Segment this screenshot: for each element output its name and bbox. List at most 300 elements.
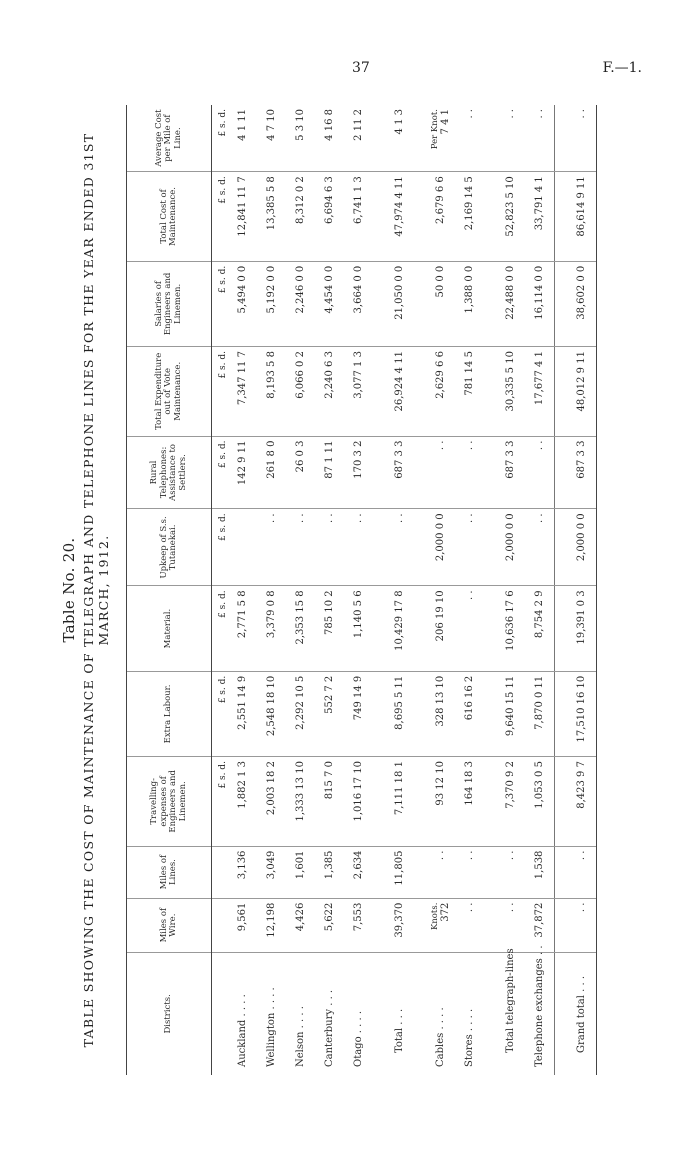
value-cell — [286, 846, 315, 898]
spacer-cell — [373, 846, 385, 898]
spacer-cell — [414, 586, 426, 671]
cell-text: 4 7 10 — [266, 109, 277, 141]
value-cell — [567, 671, 597, 756]
table-row — [344, 105, 373, 1075]
value-cell — [344, 261, 373, 346]
value-cell — [567, 172, 597, 262]
value-cell — [525, 586, 555, 671]
spacer-cell — [414, 436, 426, 509]
cell-text: 52,823 5 10 — [505, 176, 516, 237]
cell-text: 2,548 18 10 — [266, 675, 277, 737]
cell-text: 2,771 5 8 — [237, 590, 248, 639]
value-cell — [455, 105, 484, 172]
spacer-cell — [373, 586, 385, 671]
value-cell — [257, 172, 286, 262]
value-cell — [385, 347, 414, 437]
cell-text: . . — [266, 513, 277, 523]
spacer-cell — [484, 898, 496, 952]
cell-text: 2,353 15 8 — [295, 590, 306, 645]
spacer-cell — [555, 586, 568, 671]
value-cell — [315, 509, 344, 586]
table-header-row — [127, 105, 212, 1075]
district-cell — [567, 952, 597, 1075]
value-cell — [426, 436, 455, 509]
spacer-cell — [484, 105, 496, 172]
value-cell — [567, 509, 597, 586]
cell-text: 26,924 4 11 — [394, 351, 405, 412]
spacer-cell — [373, 757, 385, 847]
value-cell — [344, 105, 373, 172]
cell-text: 7,347 11 7 — [237, 351, 248, 406]
cell-text: 3,077 1 3 — [353, 351, 364, 399]
cell-text: 3,049 — [266, 850, 277, 880]
value-cell — [525, 436, 555, 509]
units-row — [212, 105, 229, 1075]
value-cell — [344, 347, 373, 437]
district-cell — [385, 952, 414, 1075]
value-cell — [286, 105, 315, 172]
spacer-cell — [373, 898, 385, 952]
column-header: Miles of Lines. — [127, 846, 212, 898]
cell-text: 48,012 9 11 — [576, 351, 587, 412]
cell-text: 86,614 9 11 — [576, 176, 587, 237]
units-cell: £ s. d. — [212, 172, 229, 262]
value-cell — [525, 757, 555, 847]
cell-text: 26 0 3 — [295, 440, 306, 473]
value-cell — [286, 172, 315, 262]
spacer-cell — [555, 509, 568, 586]
cell-text: Wellington . . . . — [266, 987, 277, 1067]
cell-text: 781 14 5 — [464, 351, 475, 396]
cell-text: 749 14 9 — [353, 675, 364, 721]
value-cell — [228, 261, 257, 346]
cell-text: Auckland . . . . — [237, 994, 248, 1067]
cell-text: 19,391 0 3 — [576, 590, 587, 645]
value-cell — [286, 586, 315, 671]
value-cell — [496, 172, 525, 262]
spacer-cell — [373, 347, 385, 437]
page-reference: F.—1. — [602, 60, 642, 76]
cell-text: . . — [576, 109, 587, 119]
spacer-cell — [373, 952, 385, 1075]
cell-text: 687 3 3 — [394, 440, 405, 479]
spacer-cell — [373, 172, 385, 262]
table-row — [567, 105, 597, 1075]
cell-text: 50 0 0 — [435, 265, 446, 298]
cell-text: 8,423 9 7 — [576, 761, 587, 809]
cell-text: 39,370 — [394, 902, 405, 938]
value-cell — [496, 105, 525, 172]
spacer-cell — [555, 846, 568, 898]
spacer-cell — [484, 436, 496, 509]
cell-text: . . — [464, 440, 475, 451]
value-cell — [567, 105, 597, 172]
cell-text: 785 10 2 — [324, 590, 335, 635]
cell-text: 8,695 5 11 — [394, 675, 405, 730]
value-cell — [228, 671, 257, 756]
value-cell — [496, 261, 525, 346]
cell-text: 2,246 0 0 — [295, 265, 306, 314]
cell-text: 37,872 — [534, 902, 545, 938]
value-cell — [496, 898, 525, 952]
value-cell — [385, 436, 414, 509]
value-cell — [426, 898, 455, 952]
units-cell: £ s. d. — [212, 671, 229, 756]
cell-text: . . — [464, 513, 475, 523]
column-header: Average Cost per Mile of Line. — [127, 105, 212, 172]
cell-text: . . — [464, 590, 475, 600]
value-cell — [426, 347, 455, 437]
cell-text: 1,016 17 10 — [353, 761, 364, 822]
cell-text: 1,882 1 3 — [237, 761, 248, 809]
spacer-cell — [373, 261, 385, 346]
units-cell: £ s. d. — [212, 105, 229, 172]
spacer-cell — [484, 586, 496, 671]
cell-text: 11,805 — [394, 850, 405, 886]
value-cell — [426, 172, 455, 262]
column-header: Travelling-expenses of Engineers and Linemen. — [127, 757, 212, 847]
spacer-cell — [484, 509, 496, 586]
unit-note: Knots. — [429, 902, 440, 931]
value-cell — [228, 509, 257, 586]
cell-text: 12,841 11 7 — [237, 176, 248, 237]
cell-text: 47,974 4 11 — [394, 176, 405, 237]
rotated-table-container — [60, 105, 660, 1075]
cell-text: Cables . . . . — [435, 1007, 446, 1067]
value-cell — [496, 846, 525, 898]
district-cell — [455, 952, 484, 1075]
cell-text: Stores . . . . — [464, 1008, 475, 1067]
spacer-cell — [484, 846, 496, 898]
table-row — [426, 105, 455, 1075]
value-cell — [426, 509, 455, 586]
column-header: Upkeep of S.s. Tutanekai. — [127, 509, 212, 586]
cell-text: 1,333 13 10 — [295, 761, 306, 822]
cell-text: 1,053 0 5 — [534, 761, 545, 809]
cell-text: 22,488 0 0 — [505, 265, 516, 320]
units-cell: £ s. d. — [212, 586, 229, 671]
cell-text: . . — [324, 513, 335, 523]
value-cell — [344, 671, 373, 756]
cell-text: . . — [534, 109, 545, 119]
spacer-cell — [555, 105, 568, 172]
spacer-row — [414, 105, 426, 1075]
value-cell — [315, 898, 344, 952]
cell-text: 1,538 — [534, 850, 545, 880]
table-row — [455, 105, 484, 1075]
cell-text: 93 12 10 — [435, 761, 446, 806]
cell-text: 30,335 5 10 — [505, 351, 516, 412]
value-cell — [344, 586, 373, 671]
district-cell — [228, 952, 257, 1075]
spacer-cell — [414, 172, 426, 262]
value-cell — [257, 261, 286, 346]
spacer-row — [484, 105, 496, 1075]
cell-text: 7,370 9 2 — [505, 761, 516, 809]
units-cell — [212, 952, 229, 1075]
value-cell — [525, 347, 555, 437]
value-cell — [525, 172, 555, 262]
value-cell — [315, 846, 344, 898]
value-cell — [315, 757, 344, 847]
cell-text: 164 18 3 — [464, 761, 475, 806]
spacer-cell — [373, 671, 385, 756]
value-cell — [315, 436, 344, 509]
value-cell — [426, 671, 455, 756]
value-cell — [385, 509, 414, 586]
value-cell — [426, 757, 455, 847]
cell-text: 33,791 4 1 — [534, 176, 545, 231]
cell-text: 4,426 — [295, 902, 306, 932]
cell-text: 2,169 14 5 — [464, 176, 475, 231]
spacer-cell — [484, 671, 496, 756]
spacer-cell — [414, 898, 426, 952]
cell-text: 2,000 0 0 — [505, 513, 516, 562]
value-cell — [455, 509, 484, 586]
value-cell — [567, 898, 597, 952]
value-cell — [286, 898, 315, 952]
value-cell — [455, 347, 484, 437]
cell-text: 16,114 0 0 — [534, 265, 545, 320]
cell-text: 2,551 14 9 — [237, 675, 248, 730]
value-cell — [257, 105, 286, 172]
value-cell — [257, 586, 286, 671]
cell-text: 2,679 6 6 — [435, 176, 446, 224]
value-cell — [525, 105, 555, 172]
units-cell: £ s. d. — [212, 436, 229, 509]
value-cell — [257, 671, 286, 756]
spacer-cell — [373, 436, 385, 509]
table-row — [496, 105, 525, 1075]
spacer-cell — [484, 952, 496, 1075]
cell-text: 687 3 3 — [576, 440, 587, 479]
value-cell — [567, 347, 597, 437]
spacer-row — [373, 105, 385, 1075]
spacer-cell — [555, 757, 568, 847]
cell-text: Grand total . . . — [576, 975, 587, 1053]
value-cell — [228, 898, 257, 952]
cell-text: 4 1 11 — [237, 109, 248, 141]
cell-text: 1,140 5 6 — [353, 590, 364, 639]
value-cell — [455, 898, 484, 952]
value-cell — [344, 509, 373, 586]
spacer-cell — [484, 261, 496, 346]
table-row — [525, 105, 555, 1075]
value-cell — [344, 172, 373, 262]
cell-text: 5,192 0 0 — [266, 265, 277, 314]
value-cell — [257, 898, 286, 952]
table-title: TABLE SHOWING THE COST OF MAINTENANCE OF TELEGRAPH AND TELEPHONE LINES FOR THE YEAR ENDED 31ST MARCH, 1912. — [81, 132, 111, 1048]
spacer-cell — [414, 846, 426, 898]
column-header: Material. — [127, 586, 212, 671]
cell-text: . . — [534, 440, 545, 451]
table-body — [212, 105, 597, 1075]
table-number: Table No. 20. — [60, 537, 78, 643]
table-row — [286, 105, 315, 1075]
cell-text: 12,198 — [266, 902, 277, 938]
value-cell — [385, 846, 414, 898]
column-header: Total Expenditure out of Vote Maintenance. — [127, 347, 212, 437]
value-cell — [257, 846, 286, 898]
value-cell — [286, 671, 315, 756]
cell-text: 5,622 — [324, 902, 335, 932]
cell-text: 815 7 0 — [324, 761, 335, 800]
value-cell — [228, 586, 257, 671]
spacer-cell — [555, 436, 568, 509]
district-cell — [496, 948, 525, 1075]
cell-text: 4,454 0 0 — [324, 265, 335, 314]
cell-text: 9,640 15 11 — [505, 675, 516, 737]
cell-text: 21,050 0 0 — [394, 265, 405, 320]
units-cell: £ s. d. — [212, 261, 229, 346]
value-cell — [385, 898, 414, 952]
value-cell — [286, 509, 315, 586]
cell-text: 206 19 10 — [435, 590, 446, 642]
spacer-cell — [555, 347, 568, 437]
cell-text: 10,636 17 6 — [505, 590, 516, 651]
units-cell — [212, 898, 229, 952]
value-cell — [496, 671, 525, 756]
column-header: Extra Labour. — [127, 671, 212, 756]
value-cell — [426, 846, 455, 898]
cell-text: . . — [505, 109, 516, 119]
value-cell — [257, 757, 286, 847]
spacer-cell — [484, 172, 496, 262]
value-cell — [455, 436, 484, 509]
value-cell — [385, 105, 414, 172]
cell-text: 8,193 5 8 — [266, 351, 277, 399]
cell-text: 4 1 3 — [394, 109, 405, 135]
cell-text: 1,385 — [324, 850, 335, 880]
value-cell — [455, 586, 484, 671]
column-header: Miles of Wire. — [127, 898, 212, 952]
cell-text: . . — [435, 440, 446, 451]
spacer-cell — [414, 347, 426, 437]
value-cell — [344, 757, 373, 847]
cell-text: 2,240 6 3 — [324, 351, 335, 399]
cell-text: 1,601 — [295, 850, 306, 880]
value-cell — [567, 757, 597, 847]
cell-text: 328 13 10 — [435, 675, 446, 727]
cell-text: 17,677 4 1 — [534, 351, 545, 406]
cell-text: . . — [534, 513, 545, 523]
value-cell — [455, 261, 484, 346]
value-cell — [525, 509, 555, 586]
value-cell — [426, 105, 455, 172]
value-cell — [315, 586, 344, 671]
value-cell — [228, 347, 257, 437]
value-cell — [315, 347, 344, 437]
cell-text: 17,510 16 10 — [576, 675, 587, 743]
cell-text: 3,136 — [237, 850, 248, 880]
cell-text: 7 4 1 — [439, 109, 451, 135]
value-cell — [455, 757, 484, 847]
cell-text: 8,312 0 2 — [295, 176, 306, 224]
cell-text: 2,634 — [353, 850, 364, 880]
value-cell — [228, 172, 257, 262]
value-cell — [286, 261, 315, 346]
value-cell — [228, 105, 257, 172]
cell-text: . . — [576, 850, 587, 861]
cell-text: . . — [576, 902, 587, 913]
value-cell — [525, 846, 555, 898]
spacer-cell — [414, 105, 426, 172]
district-cell — [344, 952, 373, 1075]
cell-text: 7,870 0 11 — [534, 675, 545, 730]
units-cell: £ s. d. — [212, 509, 229, 586]
cell-text: Total telegraph-lines — [505, 948, 516, 1053]
cell-text: 5 3 10 — [295, 109, 306, 141]
cell-text: Otago . . . . — [353, 1010, 364, 1067]
cell-text: 13,385 5 8 — [266, 176, 277, 231]
value-cell — [385, 671, 414, 756]
cell-text: Telephone exchanges . . — [534, 945, 545, 1067]
cell-text: . . — [295, 513, 306, 523]
cell-text: 7,553 — [353, 902, 364, 932]
value-cell — [525, 898, 555, 952]
cell-text: . . — [464, 902, 475, 913]
value-cell — [496, 757, 525, 847]
cell-text: Canterbury . . . — [324, 989, 335, 1067]
spacer-cell — [555, 671, 568, 756]
value-cell — [426, 261, 455, 346]
cell-text: 2 11 2 — [353, 109, 364, 141]
cell-text: 2,292 10 5 — [295, 675, 306, 730]
spacer-cell — [373, 105, 385, 172]
cell-text: 3,379 0 8 — [266, 590, 277, 639]
value-cell — [567, 436, 597, 509]
value-cell — [228, 436, 257, 509]
cell-text: 2,003 18 2 — [266, 761, 277, 816]
cell-text: 9,561 — [237, 902, 248, 932]
value-cell — [315, 105, 344, 172]
units-cell: £ s. d. — [212, 347, 229, 437]
value-cell — [496, 509, 525, 586]
value-cell — [455, 846, 484, 898]
spacer-cell — [373, 509, 385, 586]
spacer-cell — [555, 261, 568, 346]
cell-text: . . — [464, 850, 475, 861]
units-cell: £ s. d. — [212, 757, 229, 847]
cell-text: 5,494 0 0 — [237, 265, 248, 314]
value-cell — [257, 436, 286, 509]
value-cell — [257, 347, 286, 437]
cell-text: Total . . . — [394, 1008, 405, 1053]
table-row — [257, 105, 286, 1075]
value-cell — [567, 586, 597, 671]
maintenance-cost-table — [126, 105, 597, 1075]
spacer-cell — [414, 261, 426, 346]
page-number: 37 — [352, 60, 370, 76]
cell-text: 552 7 2 — [324, 675, 335, 714]
cell-text: . . — [505, 850, 516, 861]
table-row — [315, 105, 344, 1075]
cell-text: . . — [505, 902, 516, 913]
cell-text: 6,741 1 3 — [353, 176, 364, 224]
cell-text: 6,066 0 2 — [295, 351, 306, 399]
cell-text: 2,629 6 6 — [435, 351, 446, 399]
unit-note: Per Knot. — [429, 109, 440, 150]
cell-text: 372 — [439, 902, 451, 922]
table-caption — [60, 105, 111, 1075]
spacer-cell — [484, 347, 496, 437]
value-cell — [385, 757, 414, 847]
cell-text: . . — [394, 513, 405, 523]
cell-text: . . — [353, 513, 364, 523]
spacer-cell — [484, 757, 496, 847]
cell-text: . . — [435, 850, 446, 861]
cell-text: 1,388 0 0 — [464, 265, 475, 314]
